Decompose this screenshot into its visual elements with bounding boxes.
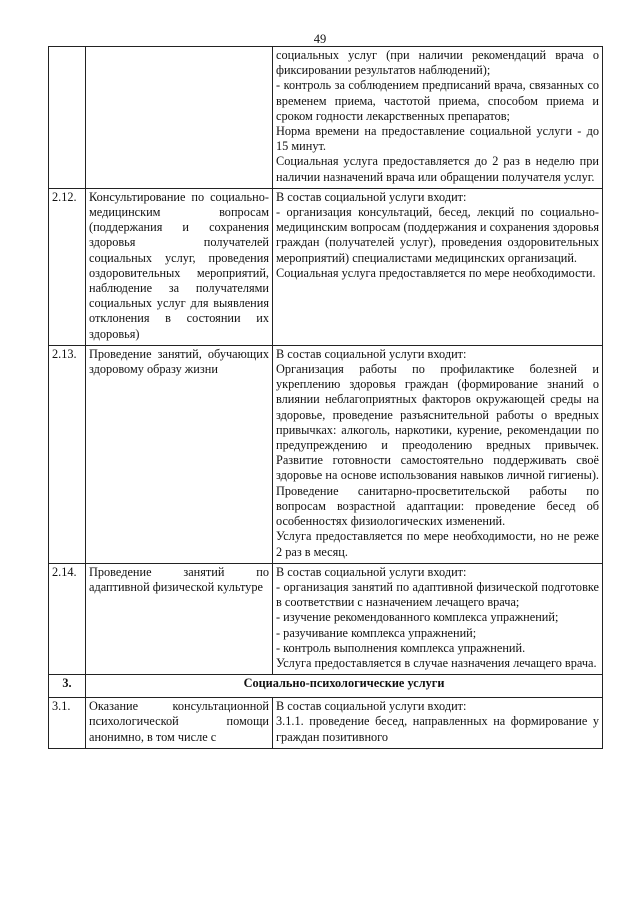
content-paragraph: Услуга предоставляется по мере необходимости, но не реже 2 раз в месяц.: [276, 529, 599, 559]
content-paragraph: Норма времени на предоставление социальной услуги - до 15 минут.: [276, 124, 599, 154]
content-paragraph: социальных услуг (при наличии рекомендаций врача о фиксировании результатов наблюдений);: [276, 48, 599, 78]
cell-number: 3.1.: [49, 698, 86, 749]
content-paragraph: В состав социальной услуги входит:: [276, 564, 467, 579]
cell-service-name: [86, 47, 273, 189]
content-paragraph: Услуга предоставляется в случае назначения лечащего врача.: [276, 655, 597, 670]
table-row-2-12: [49, 188, 603, 345]
content-paragraph: - организация консультаций, бесед, лекций по социально-медицинским вопросам (поддержания и сохранения здоровья граждан (получателей услуг), проведения оздоровительных мероприятий) специалистами медицинских организаций.: [276, 205, 599, 265]
content-paragraph: В состав социальной услуги входит:: [276, 346, 467, 361]
cell-number: [49, 47, 86, 189]
content-paragraph: Организация работы по профилактике болезней и укреплению здоровья граждан (формирование знаний о влиянии неблагоприятных факторов окружающей среды на здоровье, проведение разъяснительной работы о вредных привычках: алкоголь, наркотики, курение, рекомендации по предупреждению и преодолению вредных привычек. Развитие готовности самостоятельно поддерживать своё здоровье на основе использования навыков личной гигиены). Проведение санитарно-просветительской работы по вопросам возрастной адаптации: проведение бесед об особенностях физиологических изменений.: [276, 362, 599, 529]
cell-number: 2.12.: [49, 188, 86, 345]
page-number: 49: [313, 32, 327, 46]
table-row-section-3: [49, 675, 603, 698]
content-paragraph: Социальная услуга предоставляется до 2 раз в неделю при наличии назначений врача или обращении получателя услуг.: [276, 154, 599, 184]
content-paragraph: - организация занятий по адаптивной физической подготовке в соответствии с назначением лечащего врача;: [276, 579, 599, 610]
table-row-3-1: [49, 698, 603, 749]
cell-service-name: Проведение занятий, обучающих здоровому образу жизни: [86, 345, 273, 563]
cell-service-name: Оказание консультационной психологической помощи анонимно, в том числе с: [86, 698, 273, 749]
content-paragraph: 3.1.1. проведение бесед, направленных на формирование у граждан позитивного: [276, 714, 599, 744]
content-paragraph: В состав социальной услуги входит:: [276, 189, 467, 204]
content-paragraph: - контроль выполнения комплекса упражнений.: [276, 640, 526, 655]
content-paragraph: В состав социальной услуги входит:: [276, 699, 467, 714]
section-number: 3.: [49, 675, 86, 698]
cell-service-content: [273, 563, 603, 674]
cell-service-content: [273, 188, 603, 345]
table-row-2-14: [49, 563, 603, 674]
cell-number: 2.14.: [49, 563, 86, 674]
table-row-continuation: [49, 47, 603, 189]
section-title: Социально-психологические услуги: [86, 675, 603, 698]
cell-service-content: [273, 47, 603, 189]
cell-service-name: Проведение занятий по адаптивной физической культуре: [86, 563, 273, 674]
cell-service-content: [273, 698, 603, 749]
cell-service-name: Консультирование по социально-медицинским вопросам (поддержания и сохранения здоровья получателей социальных услуг, проведения оздоровительных мероприятий, наблюдение за получателями социальных услуг для выявления отклонения в состоянии их здоровья): [86, 188, 273, 345]
content-paragraph: - контроль за соблюдением предписаний врача, связанных со временем приема, частотой приема, способом приема и сроком годности лекарственных препаратов;: [276, 78, 599, 123]
services-table: [48, 46, 603, 749]
content-paragraph: - разучивание комплекса упражнений;: [276, 625, 477, 640]
cell-service-content: [273, 345, 603, 563]
content-paragraph: Социальная услуга предоставляется по мере необходимости.: [276, 265, 596, 280]
table-row-2-13: [49, 345, 603, 563]
content-paragraph: - изучение рекомендованного комплекса упражнений;: [276, 610, 559, 625]
cell-number: 2.13.: [49, 345, 86, 563]
